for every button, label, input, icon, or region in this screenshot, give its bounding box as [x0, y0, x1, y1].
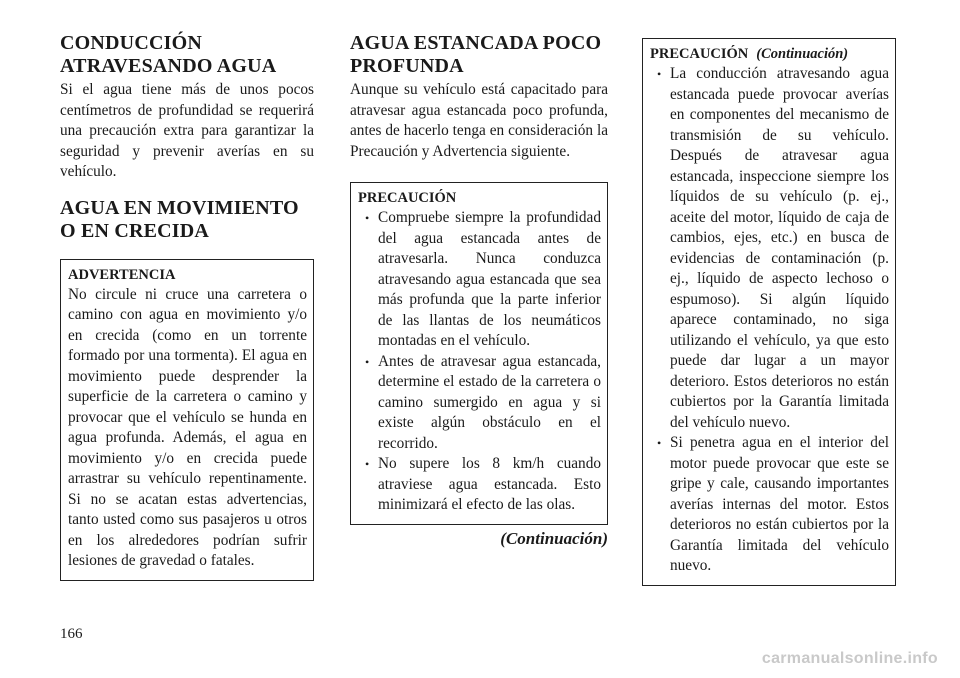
heading-flowing-water: AGUA EN MOVIMIENTO O EN CRECIDA	[60, 196, 299, 242]
shallow-water-intro: Aunque su vehículo está capacitado para atravesar agua estancada poco profunda, antes de hacerlo tenga en consideración la Precaución y Advertencia siguiente.	[350, 81, 608, 160]
bullet-icon: •	[365, 354, 370, 369]
list-item: • No supere los 8 km/h cuando atraviese agua estancada. Esto minimizará el efecto de las olas.	[365, 455, 601, 513]
bullet-icon: •	[365, 457, 370, 471]
bullet-icon: •	[365, 211, 370, 225]
list-item: • Compruebe siempre la profundidad del agua estancada antes de atravesarla. Nunca conduzca atravesando agua estancada que sea más profunda que la parte inferior de las llantas de los neumáticos montadas en el vehículo.	[365, 209, 601, 349]
warning-text: No circule ni cruce una carretera o camino con agua en movimiento y/o en crecida (como en un torrente formado por una tormenta). El agua en movimiento puede desprender la superficie de la carretera o camino y provocar que el vehículo se hunda en agua profunda. Además, el agua en movimiento y/o en crecida puede arrastrar su vehículo repentinamente. Si no se acatan estas advertencias, tanto usted como sus pasajeros u otros en los alrededores podrían sufrir lesiones de gravedad o fatales.	[68, 285, 307, 569]
bullet-icon: •	[657, 67, 662, 81]
caution-title: PRECAUCIÓN (Continuación)	[650, 46, 849, 62]
watermark: carmanualsonline.info	[761, 650, 938, 667]
continued-label: (Continuación)	[500, 528, 608, 548]
caution-list	[358, 208, 601, 516]
column-left	[60, 32, 314, 581]
column-right	[642, 38, 896, 586]
bullet-icon: •	[657, 436, 662, 450]
list-item: • Antes de atravesar agua estancada, determine el estado de la carretera o camino sumergido en agua y si existe algún obstáculo en el recorrido.	[365, 352, 601, 452]
list-item: • La conducción atravesando agua estancada puede provocar averías en componentes del mecanismo de transmisión de su vehículo. Después de atravesar agua estancada, inspeccione siempre los líquidos de su vehículo (p. ej., aceite del motor, líquido de caja de cambios, ejes, etc.) en busca de evidencias de contaminación (p. ej., líquido de aspecto lechoso o espumoso). Si algún líquido aparece contaminado, no siga utilizando el vehículo, ya que esto puede dar lugar a un mayor deterioro. Estos deterioros no están cubiertos por la Garantía limitada del vehículo nuevo.	[657, 65, 889, 431]
intro-paragraph: Si el agua tiene más de unos pocos centímetros de profundidad se requerirá una precaución extra para garantizar la seguridad y prevenir averías en su vehículo.	[60, 81, 314, 180]
caution-title: PRECAUCIÓN	[358, 190, 457, 206]
caution-box	[350, 182, 608, 525]
page-number: 166	[60, 626, 83, 642]
caution-list	[650, 64, 889, 577]
warning-box	[60, 259, 314, 581]
heading-shallow-standing-water: AGUA ESTANCADA POCO PROFUNDA	[350, 32, 602, 77]
heading-driving-through-water: CONDUCCIÓN ATRAVESANDO AGUA	[60, 32, 277, 77]
column-middle	[350, 32, 608, 549]
caution-box-continued	[642, 38, 896, 586]
warning-title: ADVERTENCIA	[68, 266, 176, 283]
list-item: • Si penetra agua en el interior del motor puede provocar que este se gripe y cale, causando importantes averías internas del motor. Estos deterioros no están cubiertos por la Garantía limitada del vehículo nuevo.	[657, 434, 889, 574]
caution-continued-label: (Continuación)	[756, 46, 849, 62]
